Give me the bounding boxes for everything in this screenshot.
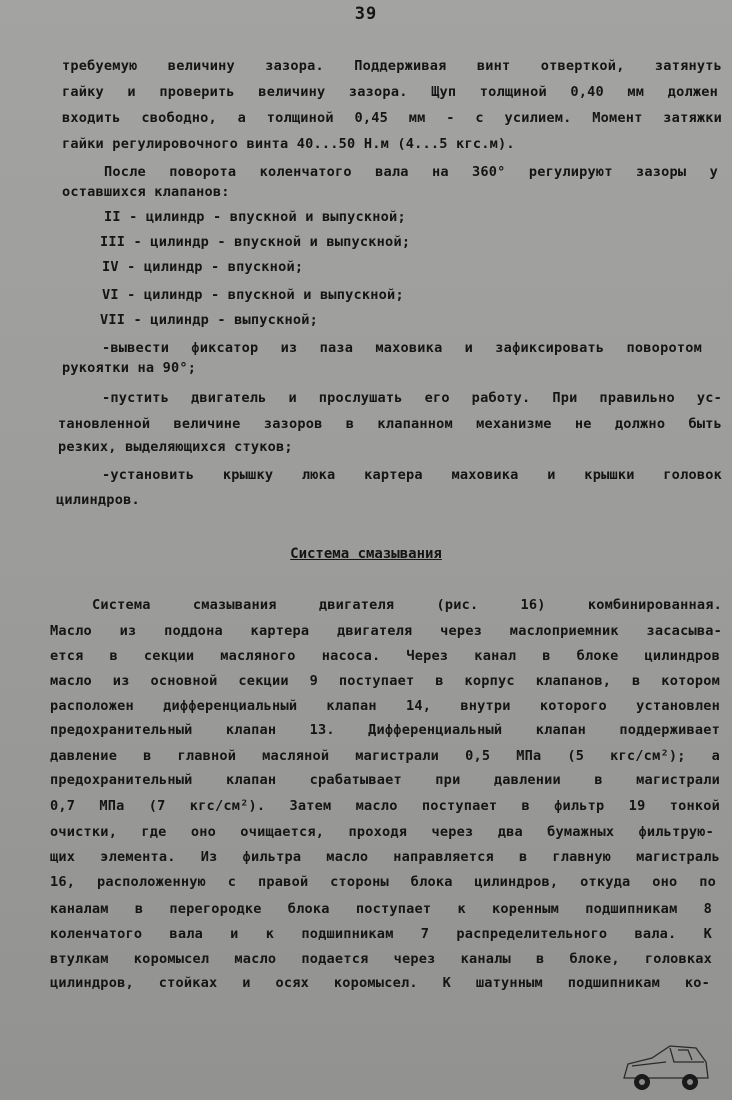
text-line: Система смазывания двигателя (рис. 16) комбинированная. bbox=[92, 597, 722, 613]
text-line: ется в секции масляного насоса. Через канал в блоке цилиндров bbox=[50, 648, 720, 664]
text-line: резких, выделяющихся стуков; bbox=[58, 439, 293, 455]
text-line: масло из основной секции 9 поступает в корпус клапанов, в котором bbox=[50, 673, 720, 689]
text-line: 0,7 МПа (7 кгс/см²). Затем масло поступает в фильтр 19 тонкой bbox=[50, 798, 720, 814]
text-line: -пустить двигатель и прослушать его работу. При правильно ус- bbox=[102, 390, 722, 406]
text-line: Масло из поддона картера двигателя через маслоприемник засасыва- bbox=[50, 623, 722, 639]
text-line: предохранительный клапан срабатывает при давлении в магистрали bbox=[50, 772, 720, 788]
text-line: втулкам коромысел масло подается через каналы в блоке, головках bbox=[50, 951, 712, 967]
text-line: тановленной величине зазоров в клапанном механизме не должно быть bbox=[58, 416, 722, 432]
page-number: 39 bbox=[354, 4, 378, 24]
text-line: входить свободно, а толщиной 0,45 мм - с усилием. Момент затяжки bbox=[62, 110, 722, 126]
text-line: рукоятки на 90°; bbox=[62, 360, 197, 376]
corner-vehicle-sketch bbox=[618, 1038, 714, 1096]
text-line: 16, расположенную с правой стороны блока цилиндров, откуда оно по bbox=[50, 874, 716, 890]
text-line: коленчатого вала и к подшипникам 7 распределительного вала. К bbox=[50, 926, 712, 942]
text-line: гайку и проверить величину зазора. Щуп толщиной 0,40 мм должен bbox=[62, 84, 718, 100]
section-heading: Система смазывания bbox=[290, 546, 442, 562]
text-line: цилиндров. bbox=[56, 492, 140, 508]
list-item: IV - цилиндр - впускной; bbox=[102, 259, 304, 275]
text-line: После поворота коленчатого вала на 360° регулируют зазоры у bbox=[104, 164, 718, 180]
text-line: каналам в перегородке блока поступает к коренным подшипникам 8 bbox=[50, 901, 712, 917]
text-line: оставшихся клапанов: bbox=[62, 184, 230, 200]
text-line: -вывести фиксатор из паза маховика и зафиксировать поворотом bbox=[102, 340, 702, 356]
text-line: расположен дифференциальный клапан 14, внутри которого установлен bbox=[50, 698, 720, 714]
text-line: гайки регулировочного винта 40...50 Н.м (4...5 кгс.м). bbox=[62, 136, 515, 152]
list-item: III - цилиндр - впускной и выпускной; bbox=[100, 234, 411, 250]
text-line: очистки, где оно очищается, проходя через два бумажных фильтрую- bbox=[50, 824, 714, 840]
text-line: предохранительный клапан 13. Дифференциальный клапан поддерживает bbox=[50, 722, 720, 738]
text-line: требуемую величину зазора. Поддерживая винт отверткой, затянуть bbox=[62, 58, 722, 74]
list-item: II - цилиндр - впускной и выпускной; bbox=[104, 209, 406, 225]
list-item: VI - цилиндр - впускной и выпускной; bbox=[102, 287, 404, 303]
list-item: VII - цилиндр - выпускной; bbox=[100, 312, 318, 328]
text-line: цилиндров, стойках и осях коромысел. К шатунным подшипникам ко- bbox=[50, 975, 710, 991]
section-heading-wrap bbox=[0, 543, 732, 562]
text-line: давление в главной масляной магистрали 0,5 МПа (5 кгс/см²); а bbox=[50, 748, 720, 764]
text-line: щих элемента. Из фильтра масло направляется в главную магистраль bbox=[50, 849, 720, 865]
text-line: -установить крышку люка картера маховика и крышки головок bbox=[102, 467, 722, 483]
